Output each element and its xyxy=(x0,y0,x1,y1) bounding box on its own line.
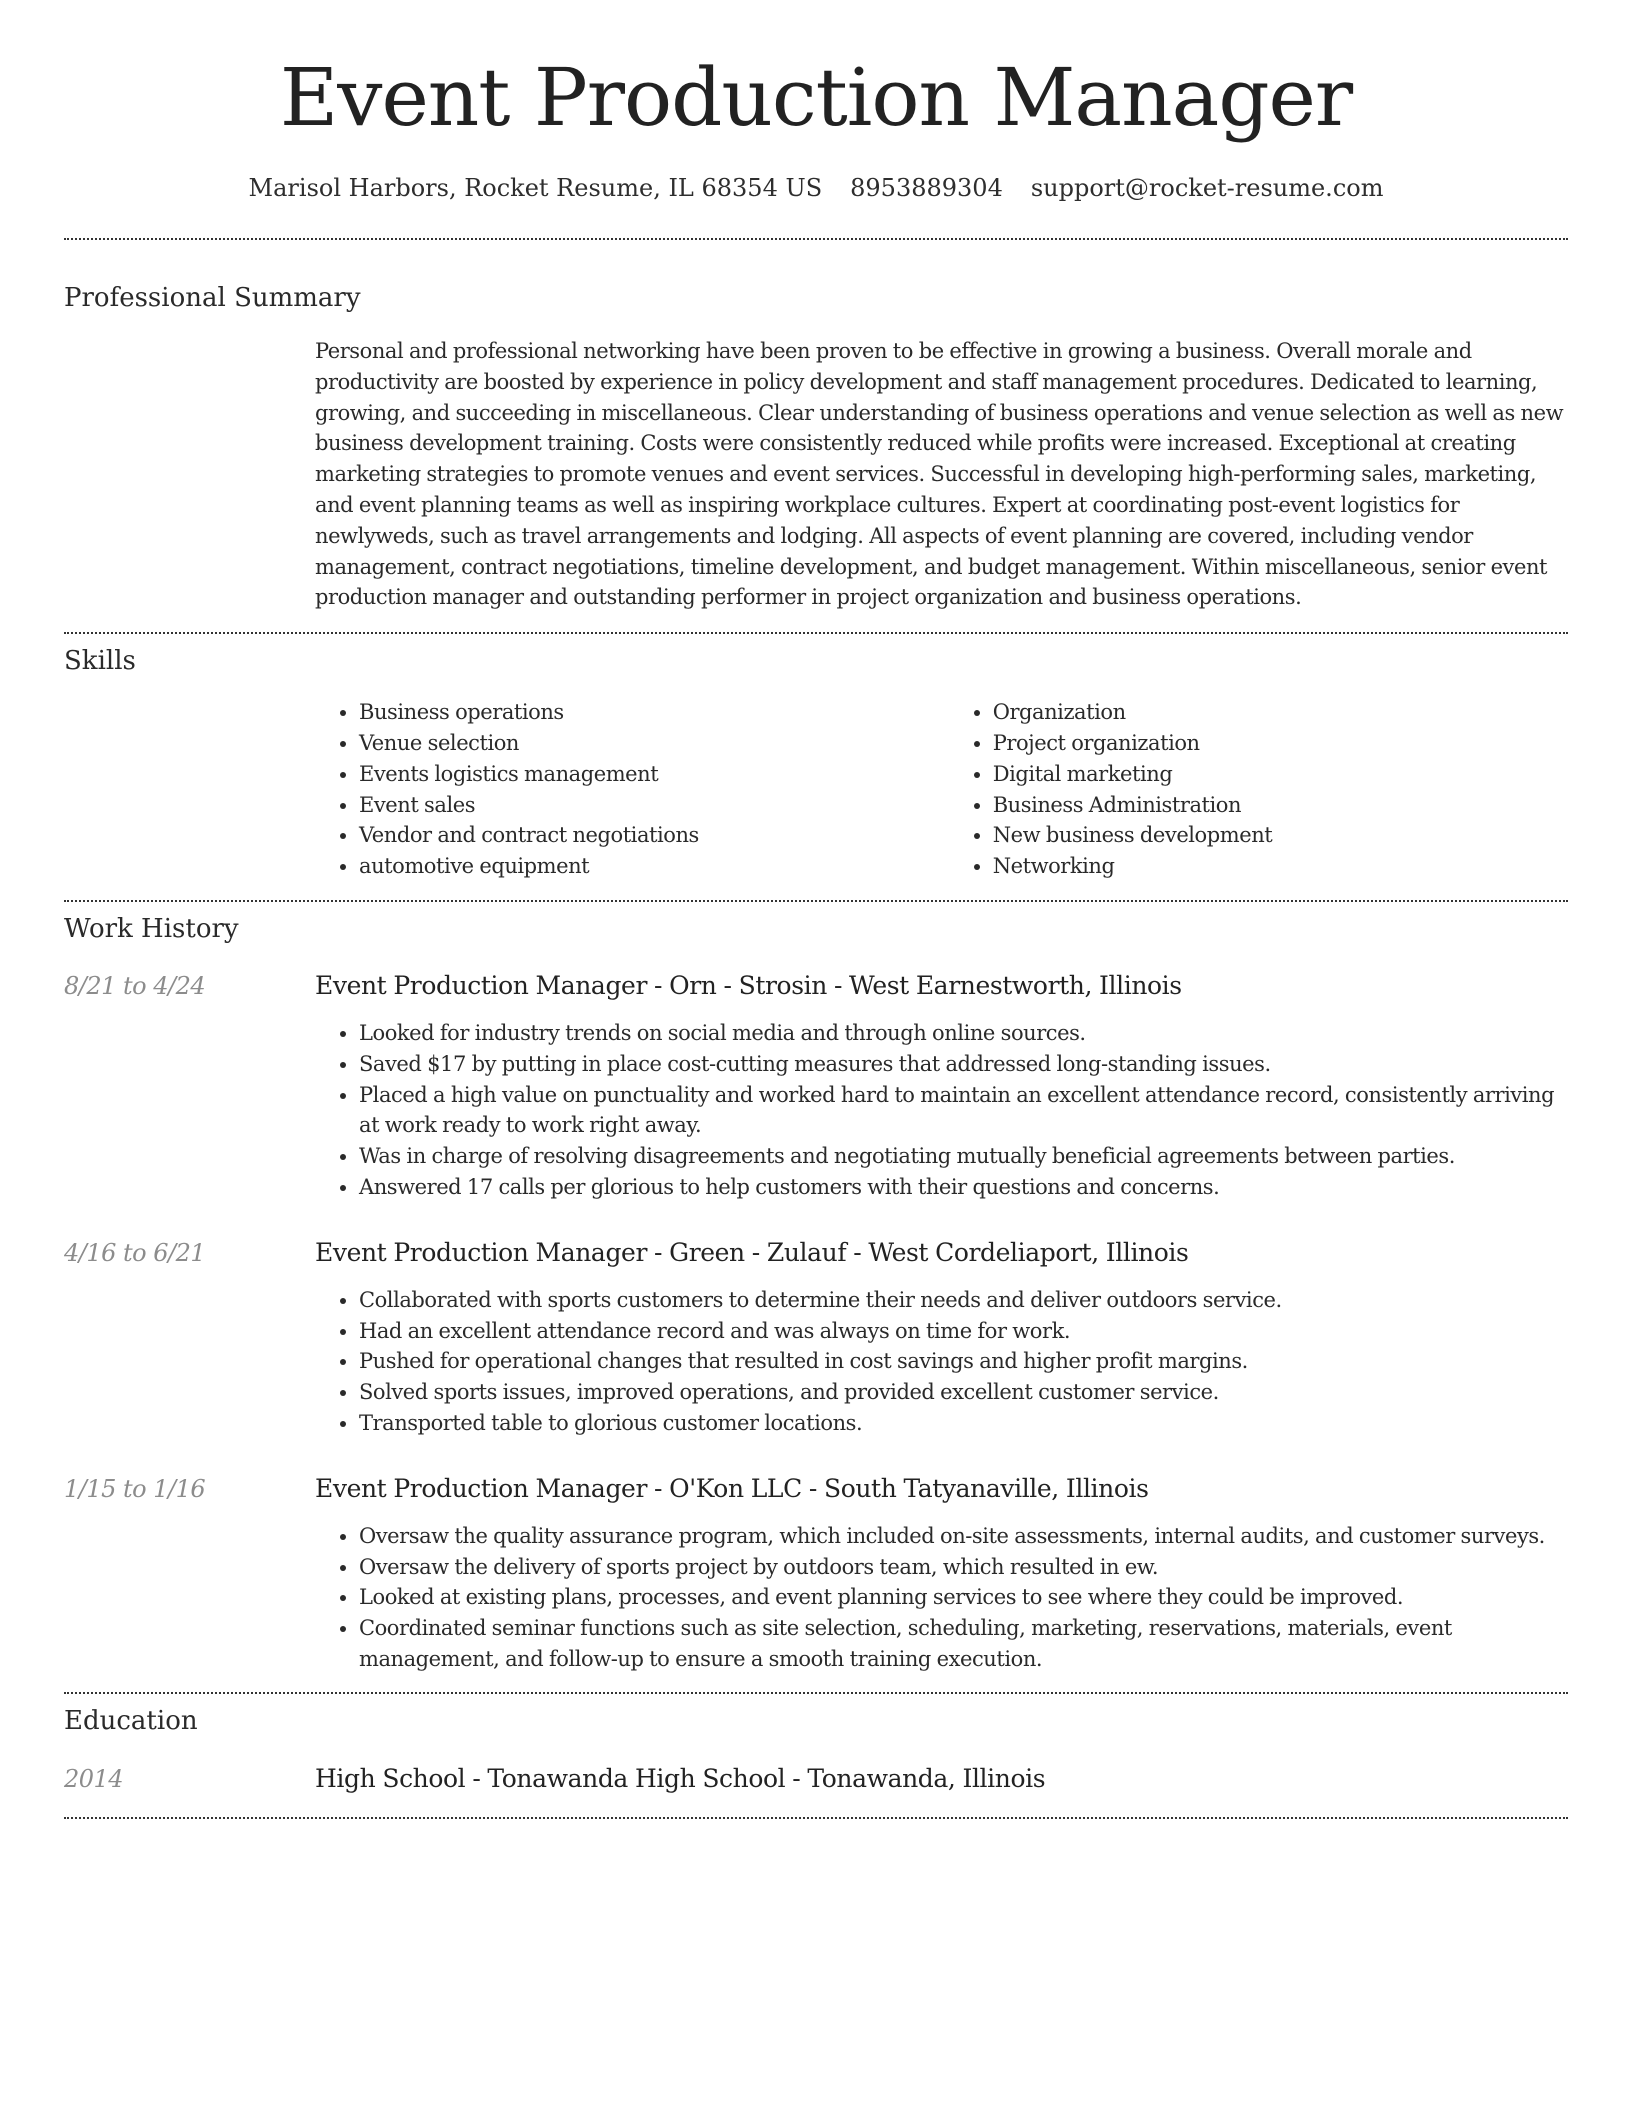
skills-column-right xyxy=(949,697,1568,882)
divider xyxy=(64,900,1568,902)
job-bullet: • Oversaw the quality assurance program, which included on-site assessments, internal audits, and customer surveys. xyxy=(359,1521,1568,1552)
education-year: 2014 xyxy=(64,1764,124,1793)
divider xyxy=(64,1817,1568,1819)
skill-item: • Event sales xyxy=(359,790,949,821)
divider xyxy=(64,632,1568,634)
summary-heading: Professional Summary xyxy=(64,283,361,313)
resume-page xyxy=(64,0,1568,1819)
education-degree: High School - Tonawanda High School - Tonawanda, Illinois xyxy=(315,1763,1046,1793)
contact-line xyxy=(64,172,1568,204)
skill-item: • Project organization xyxy=(993,728,1568,759)
job-bullets xyxy=(315,1018,1568,1203)
summary-text: Personal and professional networking have been proven to be effective in growing a business. Overall morale and productivity are boosted by experience in policy development and staff management procedures. Dedicated to learning, growing, and succeeding in miscellaneous. Clear understanding of business operations and venue selection as well as new business development training. Costs were consistently reduced while profits were increased. Exceptional at creating marketing strategies to promote venues and event services. Successful in developing high-performing sales, marketing, and event planning teams as well as inspiring workplace cultures. Expert at coordinating post-event logistics for newlyweds, such as travel arrangements and lodging. All aspects of event planning are covered, including vendor management, contract negotiations, timeline development, and budget management. Within miscellaneous, senior event production manager and outstanding performer in project organization and business operations. xyxy=(315,339,1564,610)
job-bullets xyxy=(315,1521,1568,1675)
job-title: Event Production Manager - Green - Zulauf - West Cordeliaport, Illinois xyxy=(315,1237,1189,1267)
job-bullet: • Transported table to glorious customer locations. xyxy=(359,1408,1568,1439)
job-entry xyxy=(64,1473,1568,1505)
job-bullet: • Had an excellent attendance record and was always on time for work. xyxy=(359,1316,1568,1347)
job-bullet: • Looked at existing plans, processes, and event planning services to see where they could be improved. xyxy=(359,1582,1568,1613)
divider xyxy=(64,238,1568,240)
contact-address: Marisol Harbors, Rocket Resume, IL 68354 US xyxy=(248,174,823,202)
job-dates: 4/16 to 6/21 xyxy=(64,1238,206,1267)
skill-item: • Organization xyxy=(993,697,1568,728)
contact-email: support@rocket-resume.com xyxy=(1030,174,1384,202)
job-bullets xyxy=(315,1285,1568,1439)
job-bullet: • Looked for industry trends on social media and through online sources. xyxy=(359,1018,1568,1049)
job-dates: 1/15 to 1/16 xyxy=(64,1474,206,1503)
candidate-name: Event Production Manager xyxy=(279,51,1353,144)
contact-phone: 8953889304 xyxy=(850,174,1003,202)
skill-item: • New business development xyxy=(993,820,1568,851)
job-bullet: • Solved sports issues, improved operations, and provided excellent customer service. xyxy=(359,1377,1568,1408)
job-bullet: • Pushed for operational changes that resulted in cost savings and higher profit margins. xyxy=(359,1346,1568,1377)
job-bullet: • Collaborated with sports customers to determine their needs and deliver outdoors service. xyxy=(359,1285,1568,1316)
skill-item: • Digital marketing xyxy=(993,759,1568,790)
work-heading: Work History xyxy=(64,913,239,944)
skill-item: • Business operations xyxy=(359,697,949,728)
skill-item: • Events logistics management xyxy=(359,759,949,790)
skill-item: • Business Administration xyxy=(993,790,1568,821)
job-dates: 8/21 to 4/24 xyxy=(64,971,206,1000)
job-entry xyxy=(64,1237,1568,1269)
skill-item: • Vendor and contract negotiations xyxy=(359,820,949,851)
skill-item: • Venue selection xyxy=(359,728,949,759)
education-entry xyxy=(64,1763,1568,1795)
job-bullet: • Was in charge of resolving disagreements and negotiating mutually beneficial agreements between parties. xyxy=(359,1141,1568,1172)
skills-heading: Skills xyxy=(64,646,136,677)
skills-column-left xyxy=(315,697,949,882)
divider xyxy=(64,1692,1568,1694)
job-bullet: • Answered 17 calls per glorious to help customers with their questions and concerns. xyxy=(359,1172,1568,1203)
skill-item: • automotive equipment xyxy=(359,851,949,882)
job-title: Event Production Manager - O'Kon LLC - South Tatyanaville, Illinois xyxy=(315,1473,1149,1503)
education-heading: Education xyxy=(64,1705,198,1736)
job-bullet: • Coordinated seminar functions such as site selection, scheduling, marketing, reservations, materials, event management, and follow-up to ensure a smooth training execution. xyxy=(359,1613,1568,1675)
job-entry xyxy=(64,970,1568,1002)
job-bullet: • Placed a high value on punctuality and worked hard to maintain an excellent attendance record, consistently arriving at work ready to work right away. xyxy=(359,1080,1568,1142)
skill-item: • Networking xyxy=(993,851,1568,882)
job-bullet: • Saved $17 by putting in place cost-cutting measures that addressed long-standing issues. xyxy=(359,1049,1568,1080)
skills-list xyxy=(315,697,1568,882)
job-bullet: • Oversaw the delivery of sports project by outdoors team, which resulted in ew. xyxy=(359,1552,1568,1583)
job-title: Event Production Manager - Orn - Strosin - West Earnestworth, Illinois xyxy=(315,970,1182,1000)
